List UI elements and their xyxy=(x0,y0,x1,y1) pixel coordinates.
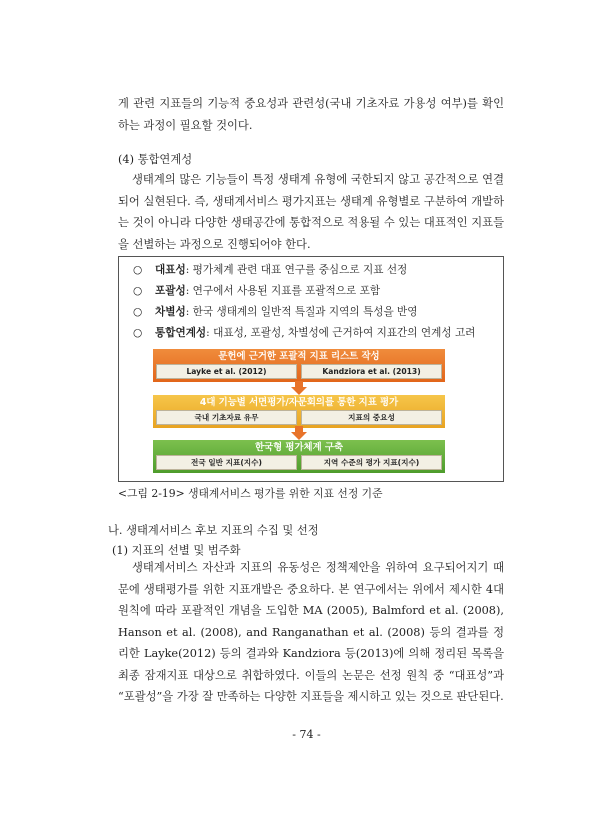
section-title: 나. 생태계서비스 후보 지표의 수집 및 선정 xyxy=(108,524,319,537)
step-criterion: 국내 기초자료 유무 xyxy=(156,410,297,425)
paragraph-indicator-selection: 생태계서비스 자산과 지표의 유동성은 정책제안을 위하여 요구되어지기 때문에 생태평가를 위한 지표개발은 중요하다. 본 연구에서는 위에서 제시한 4대 원칙에 따라 포괄적인 개념을 도입한 MA (2005), Balmford et al. (2008), Hanson et al. (2008), and Ranganathan et al. (2008) 등의 결과를 정리한 Layke(2012) 등의 결과와 Kandziora 등(2013)에 의해 정리된 목록을 최종 잠재지표 대상으로 취합하였다. 이들의 논문은 선정 원칙 중 “대표성”과 “포괄성”을 가장 잘 만족하는 다양한 지표들을 제시하고 있는 것으로 판단된다. xyxy=(118,561,504,703)
subsection-title: (1) 지표의 선별 및 범주화 xyxy=(112,544,241,557)
down-arrow-icon xyxy=(291,426,307,440)
heading-integration: (4) 통합연계성 xyxy=(118,153,193,166)
step-expert-evaluation xyxy=(153,395,445,428)
step-source: Layke et al. (2012) xyxy=(156,364,297,379)
step-title: 한국형 평가체계 구축 xyxy=(254,442,344,453)
criteria-item: ○ 포괄성: 연구에서 사용된 지표를 포괄적으로 포함 xyxy=(133,285,381,297)
figure-box xyxy=(118,256,504,482)
paragraph-continued: 게 관련 지표들의 기능적 중요성과 관련성(국내 기초자료 가용성 여부)를 확인하는 과정이 필요할 것이다. xyxy=(118,97,504,132)
step-korean-framework xyxy=(153,440,445,473)
step-literature-list xyxy=(153,349,445,382)
criteria-item: ○ 대표성: 평가체계 관련 대표 연구를 중심으로 지표 선정 xyxy=(133,264,408,276)
step-source: Kandziora et al. (2013) xyxy=(301,364,442,379)
paragraph-integration: 생태계의 많은 기능들이 특정 생태계 유형에 국한되지 않고 공간적으로 연결되어 실현된다. 즉, 생태계서비스 평가지표는 생태계 유형별로 구분하여 개발하는 것이 아니라 다양한 생태공간에 통합적으로 적용될 수 있는 대표적인 지표들을 선별하는 과정으로 진행되어야 한다. xyxy=(118,173,504,251)
step-title: 문헌에 근거한 포괄적 지표 리스트 작성 xyxy=(218,351,380,362)
figure-caption: <그림 2-19> 생태계서비스 평가를 위한 지표 선정 기준 xyxy=(118,487,383,500)
criteria-item: ○ 차별성: 한국 생태계의 일반적 특질과 지역의 특성을 반영 xyxy=(133,306,418,318)
page-number: - 74 - xyxy=(292,728,321,741)
step-title: 4대 기능별 서면평가/자문회의를 통한 지표 평가 xyxy=(199,397,399,408)
criteria-list xyxy=(133,260,499,344)
down-arrow-icon xyxy=(291,381,307,395)
step-indicator-level: 전국 일반 지표(지수) xyxy=(156,455,297,470)
step-criterion: 지표의 중요성 xyxy=(301,410,442,425)
step-indicator-level: 지역 수준의 평가 지표(지수) xyxy=(301,455,442,470)
criteria-item: ○ 통합연계성: 대표성, 포괄성, 차별성에 근거하여 지표간의 연계성 고려 xyxy=(133,327,476,339)
